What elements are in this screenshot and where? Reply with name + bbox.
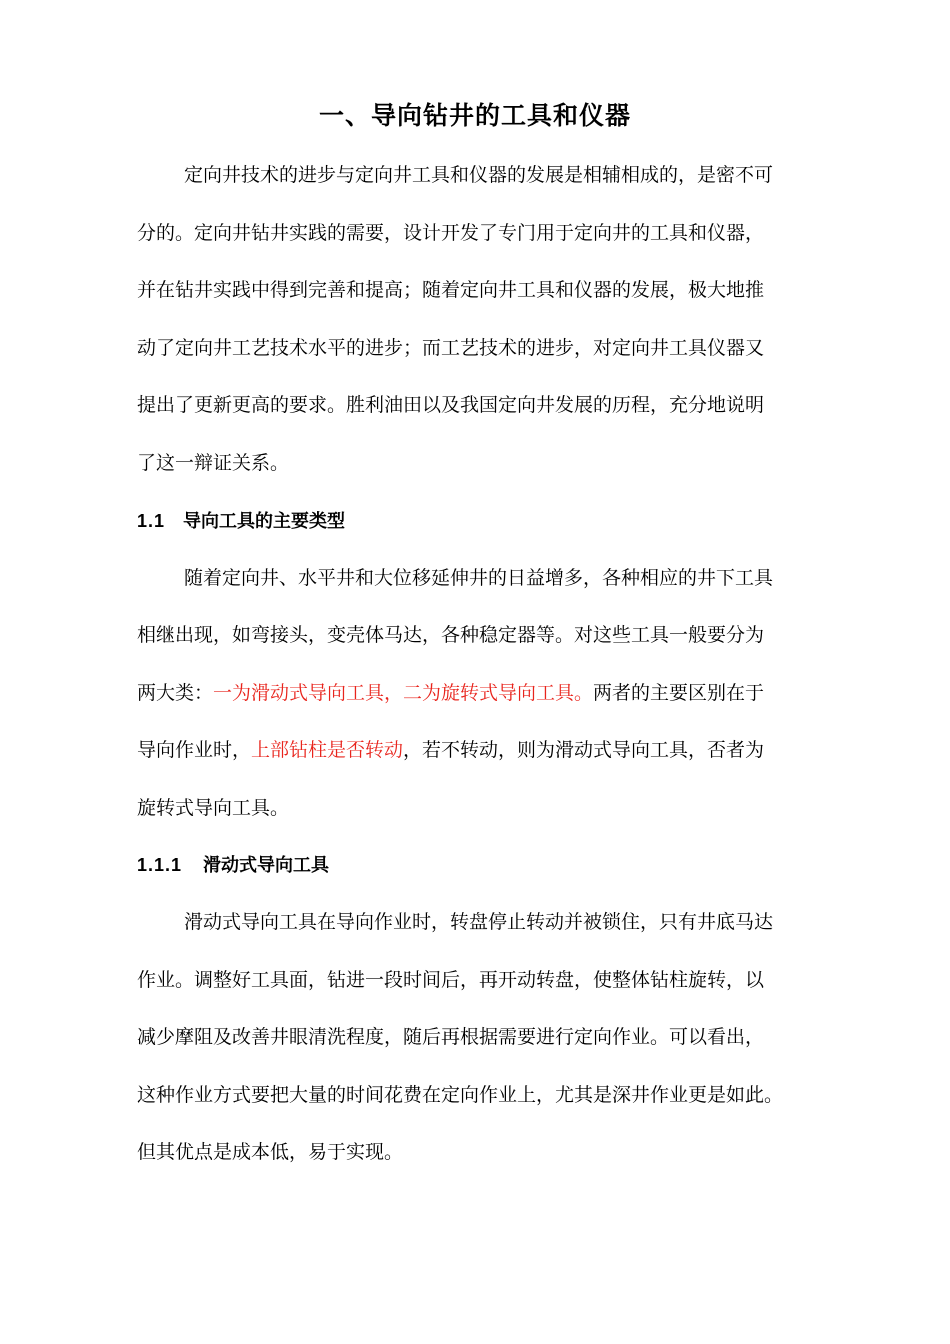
section-1-1-1-line-2: 作业。调整好工具面，钻进一段时间后，再开动转盘，使整体钻柱旋转，以	[137, 969, 765, 991]
intro-line-5: 提出了更新更高的要求。胜利油田以及我国定向井发展的历程，充分地说明	[137, 394, 765, 416]
section-1-1-1-line-5: 但其优点是成本低，易于实现。	[137, 1141, 404, 1163]
section-1-1-1-line-4: 这种作业方式要把大量的时间花费在定向作业上，尤其是深井作业更是如此。	[137, 1084, 784, 1106]
section-1-1-1-line-1: 滑动式导向工具在导向作业时，转盘停止转动并被锁住，只有井底马达	[184, 911, 774, 933]
highlighted-text: 上部钻柱是否转动	[251, 739, 404, 761]
text-span: 两者的主要区别在于	[593, 682, 765, 704]
section-1-1-1-line-3: 减少摩阻及改善井眼清洗程度，随后再根据需要进行定向作业。可以看出，	[137, 1026, 765, 1048]
highlighted-text: 一为滑动式导向工具，二为旋转式导向工具。	[213, 682, 594, 704]
section-1-1-line-1: 随着定向井、水平井和大位移延伸井的日益增多，各种相应的井下工具	[184, 567, 774, 589]
section-1-1-line-5: 旋转式导向工具。	[137, 797, 290, 819]
section-1-1-line-4	[137, 735, 764, 765]
section-number: 1.1.1	[137, 855, 183, 875]
section-heading-1-1	[137, 506, 345, 537]
page-title: 一、导向钻井的工具和仪器	[318, 101, 631, 130]
intro-line-1: 定向井技术的进步与定向井工具和仪器的发展是相辅相成的，是密不可	[184, 164, 774, 186]
intro-line-3: 并在钻井实践中得到完善和提高；随着定向井工具和仪器的发展，极大地推	[137, 279, 765, 301]
intro-line-4: 动了定向井工艺技术水平的进步；而工艺技术的进步，对定向井工具仪器又	[137, 337, 765, 359]
section-title: 导向工具的主要类型	[183, 511, 345, 532]
section-1-1-line-2: 相继出现，如弯接头，变壳体马达，各种稳定器等。对这些工具一般要分为	[137, 624, 765, 646]
section-title: 滑动式导向工具	[203, 855, 329, 876]
text-span: 导向作业时，	[137, 739, 252, 761]
section-number: 1.1	[137, 511, 166, 531]
intro-line-6: 了这一辩证关系。	[137, 452, 290, 474]
text-span: 两大类：	[137, 682, 214, 704]
intro-line-2: 分的。定向井钻井实践的需要，设计开发了专门用于定向井的工具和仪器，	[137, 222, 765, 244]
section-heading-1-1-1	[137, 850, 329, 881]
section-1-1-line-3	[137, 678, 764, 708]
text-span: ，若不转动，则为滑动式导向工具，否者为	[403, 739, 765, 761]
